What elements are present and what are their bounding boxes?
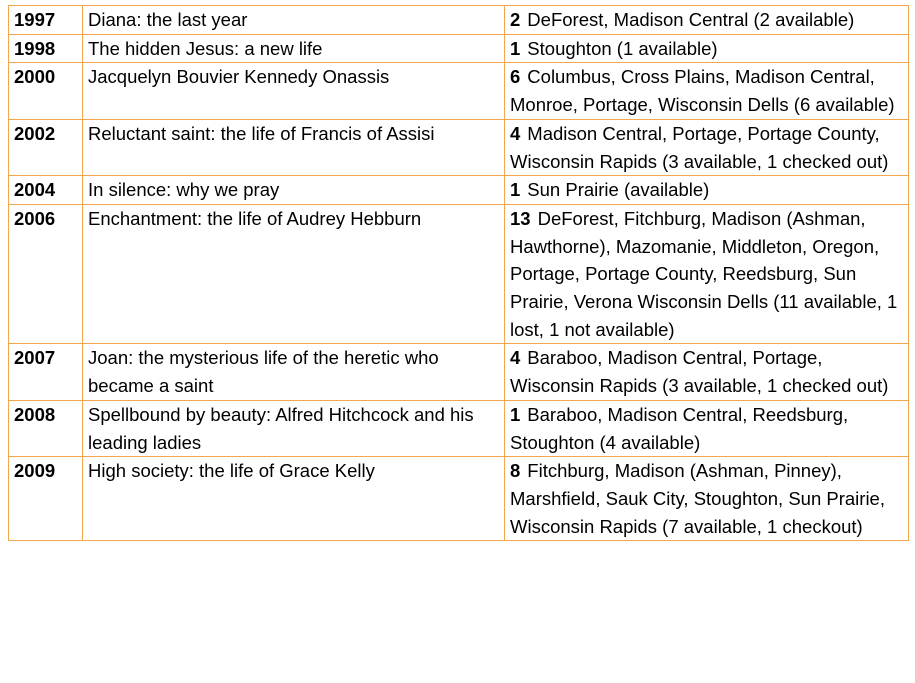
copy-count: 4 (510, 347, 521, 369)
table-row (9, 204, 909, 344)
books-table-body (9, 6, 909, 541)
copy-count: 13 (510, 207, 531, 229)
copy-count: 8 (510, 460, 521, 482)
books-table (8, 5, 909, 541)
year-cell: 2002 (9, 119, 83, 175)
holdings-cell (505, 6, 909, 35)
table-row (9, 457, 909, 541)
holdings-text: Stoughton (1 available) (527, 37, 718, 59)
title-cell: Jacquelyn Bouvier Kennedy Onassis (83, 63, 505, 119)
title-cell: Diana: the last year (83, 6, 505, 35)
title-cell: Enchantment: the life of Audrey Hebburn (83, 204, 505, 344)
table-row (9, 176, 909, 205)
holdings-text: Sun Prairie (available) (527, 179, 710, 201)
holdings-cell (505, 119, 909, 175)
holdings-text: DeForest, Madison Central (2 available) (527, 9, 855, 30)
holdings-cell (505, 63, 909, 119)
year-cell: 1997 (9, 6, 83, 35)
title-cell: In silence: why we pray (83, 176, 505, 205)
title-cell: The hidden Jesus: a new life (83, 34, 505, 63)
holdings-cell (505, 457, 909, 541)
table-row (9, 63, 909, 119)
table-row (9, 34, 909, 63)
holdings-cell (505, 176, 909, 205)
copy-count: 1 (510, 179, 521, 201)
year-cell: 2000 (9, 63, 83, 119)
table-row (9, 119, 909, 175)
year-cell: 2008 (9, 400, 83, 456)
title-cell: Reluctant saint: the life of Francis of Assisi (83, 119, 505, 175)
copy-count: 1 (510, 37, 521, 59)
holdings-cell (505, 344, 909, 400)
year-cell: 2004 (9, 176, 83, 205)
year-cell: 2009 (9, 457, 83, 541)
table-row (9, 344, 909, 400)
title-cell: Joan: the mysterious life of the heretic who became a saint (83, 344, 505, 400)
table-row (9, 400, 909, 456)
copy-count: 6 (510, 66, 521, 88)
copy-count: 2 (510, 9, 521, 30)
holdings-text: DeForest, Fitchburg, Madison (Ashman, Hawthorne), Mazomanie, Middleton, Oregon, Portage, Portage County, Reedsburg, Sun Prairie, Verona Wisconsin Dells (11 available, 1 lost, 1 not available) (510, 207, 898, 340)
holdings-text: Baraboo, Madison Central, Reedsburg, Stoughton (4 available) (510, 403, 849, 453)
year-cell: 1998 (9, 34, 83, 63)
title-cell: Spellbound by beauty: Alfred Hitchcock and his leading ladies (83, 400, 505, 456)
year-cell: 2007 (9, 344, 83, 400)
holdings-text: Fitchburg, Madison (Ashman, Pinney), Marshfield, Sauk City, Stoughton, Sun Prairie, Wisconsin Rapids (7 available, 1 checkout) (510, 460, 885, 537)
holdings-text: Columbus, Cross Plains, Madison Central, Monroe, Portage, Wisconsin Dells (6 available) (510, 66, 895, 116)
holdings-text: Madison Central, Portage, Portage County, Wisconsin Rapids (3 available, 1 checked out) (510, 122, 889, 172)
holdings-cell (505, 400, 909, 456)
holdings-cell (505, 34, 909, 63)
title-cell: High society: the life of Grace Kelly (83, 457, 505, 541)
copy-count: 1 (510, 403, 521, 425)
holdings-text: Baraboo, Madison Central, Portage, Wisconsin Rapids (3 available, 1 checked out) (510, 347, 889, 397)
year-cell: 2006 (9, 204, 83, 344)
copy-count: 4 (510, 122, 521, 144)
table-row (9, 6, 909, 35)
holdings-cell (505, 204, 909, 344)
